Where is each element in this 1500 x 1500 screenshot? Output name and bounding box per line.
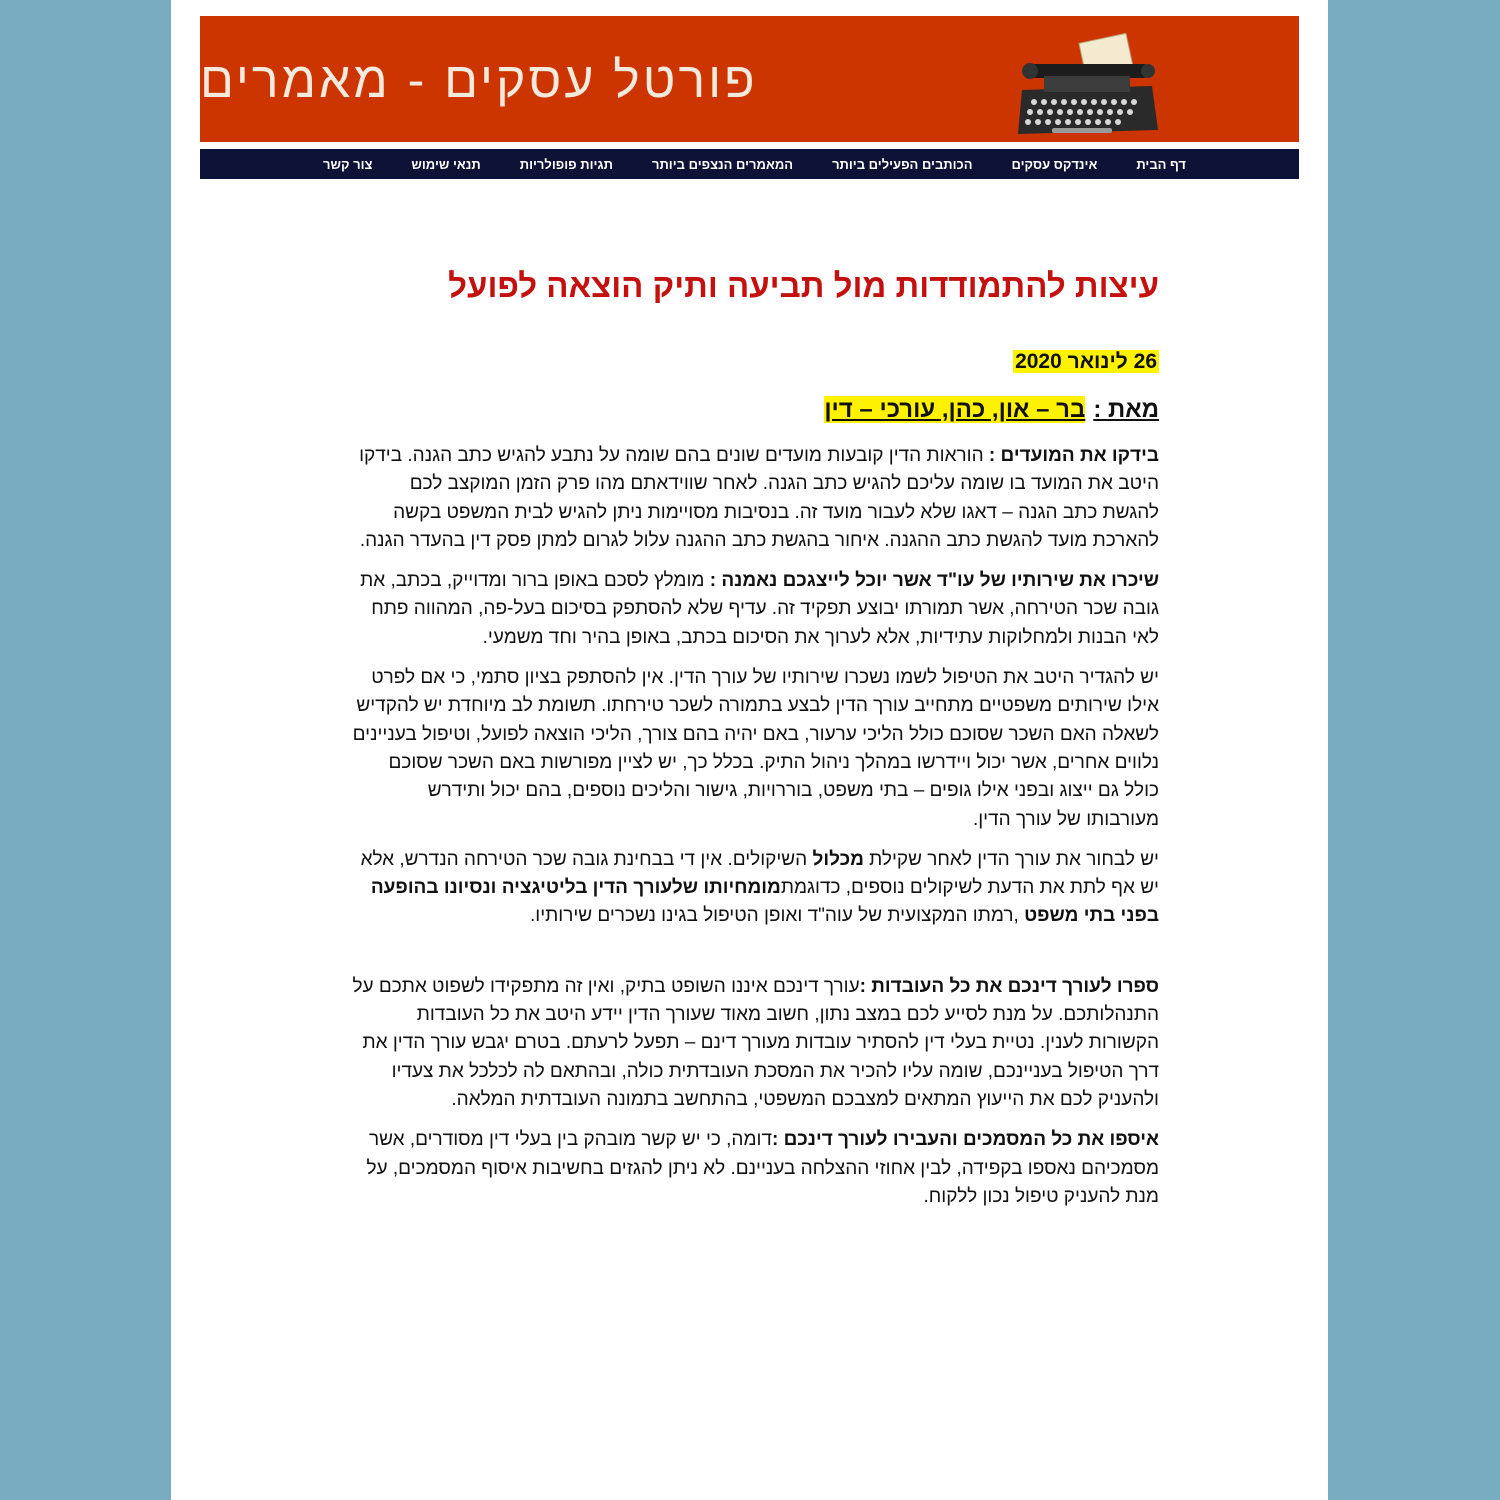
paragraph-collect-documents [351,1126,1159,1211]
paragraph-text: הוראות הדין קובעות מועדים שונים בהם שומה על נתבע להגיש כתב הגנה. בידקו היטב את המועד בו שומה עליכם להגיש כתב הגנה. לאחר שווידאתם מהו פרק הזמן המוקצב לכם להגשת כתב הגנה – דאגו שלא לעבור מועד זה. בנסיבות מסויימות ניתן להגיש לבית המשפט בקשה להארכת מועד להגשת כתב ההגנה. איחור בהגשת כתב ההגנה עלול לגרום למתן פסק דין בהעדר הגנה. [359,445,1159,551]
paragraph-heading: שיכרו את שירותיו של עו"ד אשר יוכל לייצגכם נאמנה : [709,570,1159,592]
main-navbar [200,149,1299,179]
nav-item-business-index[interactable]: אינדקס עסקים [1011,156,1098,172]
paragraph-text: עורך דינכם איננו השופט בתיק, ואין זה מתפקידו לשפוט אתכם על התנהלותכם. על מנת לסייע לכם במצב נתון, חשוב מאוד שעורך הדין יידע היטב את כל העובדות הקשורות לענין. נטיית בעלי דין להסתיר עובדות מעורך דינם – תפעל לרעתם. בטרם יגבש עורך הדין את דרך הטיפול בעניינכם, שומה עליו להכיר את המסכת העובדתית כולה, ובהתאם לה לכלכל את צעדיו ולהעניק לכם את הייעוץ המתאים למצבכם המשפטי, בהתחשב בתמונה העובדתית המלאה. [352,975,1159,1110]
nav-item-contact[interactable]: צור קשר [323,156,373,172]
article-title: עיצות להתמודדות מול תביעה ותיק הוצאה לפועל [448,267,1159,304]
paragraph-text: ,רמתו המקצועית של עוה"ד ואופן הטיפול בגינו נשכרים שירותיו. [529,905,1025,927]
site-title: פורטל עסקים - מאמרים [200,52,758,108]
article-author-line [351,396,1159,434]
article-date: 26 לינואר 2020 [1015,350,1157,373]
paragraph-tell-facts [351,973,1159,1114]
paragraph-choose-lawyer [351,846,1159,931]
nav-list [200,149,1299,179]
spacer [351,943,1159,973]
paragraph-hire-lawyer [351,567,1159,652]
nav-item-popular-tags[interactable]: תגיות פופולריות [519,156,613,172]
author-prefix: מאת : [1093,396,1159,423]
paragraph-heading: איספו את כל המסמכים והעבירו לעורך דינכם : [771,1129,1159,1151]
site-banner[interactable] [200,16,1299,142]
page-container [171,0,1328,1500]
author-link[interactable]: בר – און, כהן, עורכי – דין [824,396,1086,423]
paragraph-heading: ספרו לעורך דינכם את כל העובדות : [859,975,1159,997]
paragraph-heading: בידקו את המועדים : [988,445,1159,466]
article-date-line [351,350,1159,384]
paragraph-text: השיקולים. אין די בבחינת גובה שכר הטירחה הנדרש, אלא יש אף לתת את הדעת לשיקולים נוספים, כדוגמת [360,848,1159,899]
paragraph-text: יש להגדיר היטב את הטיפול לשמו נשכרו שירותיו של עורך הדין. אין להסתפק בציון סתמי, כי אם לפרט אילו שירותים משפטיים מתחייב עורך הדין לבצע בתמורה לשכר טירחתו. תשומת לב מיוחדת יש להקדיש לשאלה האם השכר שסוכם כולל הליכי ערעור, באם יהיה בהם צורך, הליכי הוצאה לפועל, וטיפול בעניינים נלווים אחרים, אשר יכול ויידרשו במהלך ניהול התיק. בכלל כך, יש לציין מפורשות באם השכר שסוכם כולל גם ייצוג ובפני אילו גופים – בתי משפט, בוררויות, גישור והליכים נוספים, בהם יכול ותידרש מעורבותו של עורך הדין. [352,667,1159,830]
nav-item-home[interactable]: דף הבית [1136,156,1186,172]
paragraph-deadlines [351,442,1159,555]
emphasis-text: מומחיותו שלעורך הדין בליטיגציה ונסיונו בהופעה בפני בתי משפט [370,877,1159,927]
paragraph-text: מומלץ לסכם באופן ברור ומדוייק, בכתב, את גובה שכר הטירחה, אשר תמורתו יבוצע תפקיד זה. עדיף שלא להסתפק בסיכום בעל-פה, המהווה פתח לאי הבנות ולמחלוקות עתידיות, אלא לערוך את הסיכום בכתב, באופן בהיר וחד משמעי. [360,570,1159,648]
nav-item-terms[interactable]: תנאי שימוש [411,156,481,172]
typewriter-icon [1012,30,1162,142]
article-body [351,262,1159,1223]
paragraph-text: דומה, כי יש קשר מובהק בין בעלי דין מסודרים, אשר מסמכיהם נאספו בקפידה, לבין אחוזי ההצלחה בעניינם. לא ניתן להגזים בחשיבות איסוף המסמכים, על מנת להעניק טיפול נכון ללקוח. [366,1129,1159,1207]
emphasis-text: מכלול [812,848,864,870]
paragraph-text: יש לבחור את עורך הדין לאחר שקילת [863,848,1159,870]
nav-item-most-viewed[interactable]: המאמרים הנצפים ביותר [651,156,794,172]
paragraph-define-services [351,664,1159,834]
nav-item-active-writers[interactable]: הכותבים הפעילים ביותר [832,156,973,172]
